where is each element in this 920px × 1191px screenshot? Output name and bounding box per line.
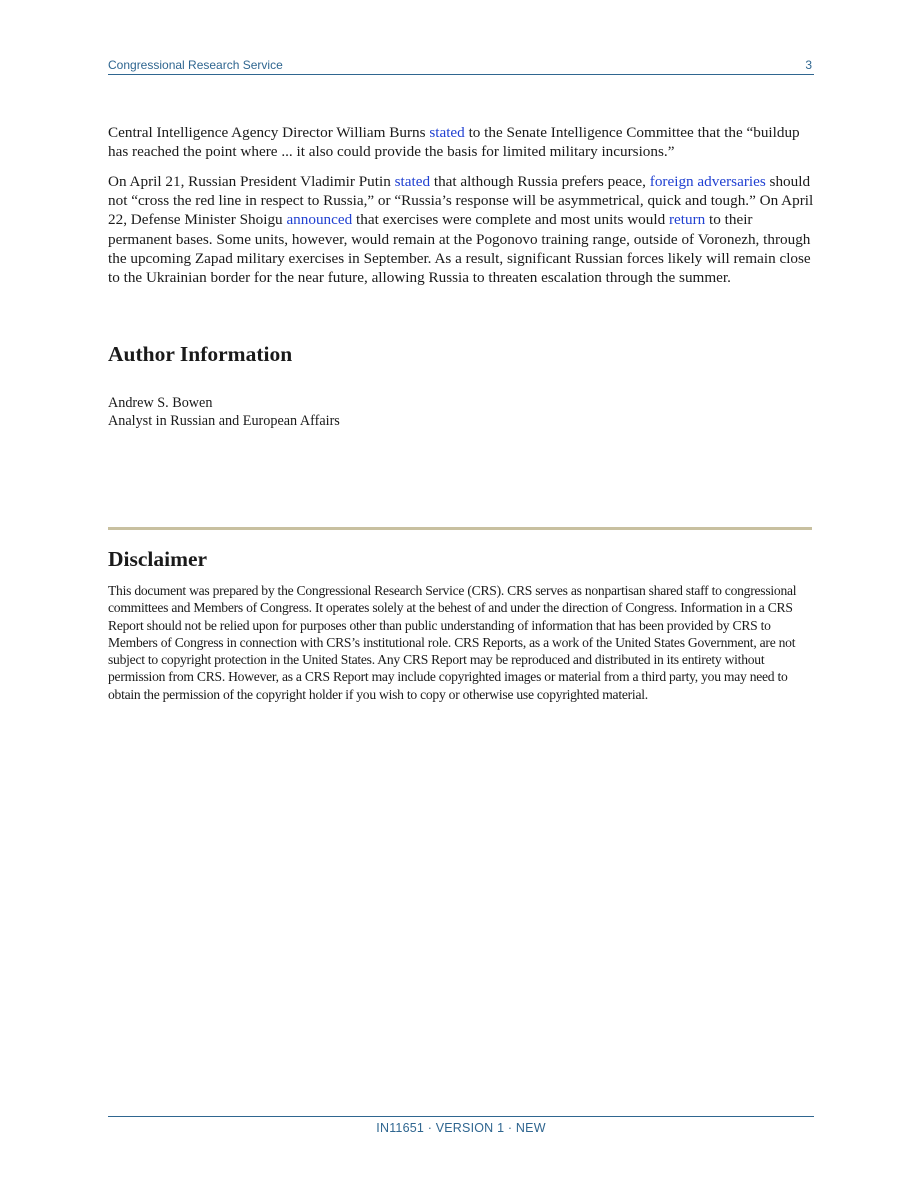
header-page-number: 3: [805, 58, 812, 72]
text-run: to the Senate Intelligence Committee that the “buildup has reached the point where ... it also could provide the basis for limited military incursions.”: [108, 124, 800, 161]
disclaimer-text: This document was prepared by the Congressional Research Service (CRS). CRS serves as nonpartisan shared staff to congressional committees and Members of Congress. It operates solely at the behest of and under the direction of Congress. Information in a CRS Report should not be relied upon for purposes other than public understanding of information that has been provided by CRS to Members of Congress in connection with CRS’s institutional role. CRS Reports, as a work of the United States Government, are not subject to copyright protection in the United States. Any CRS Report may be reproduced and distributed in its entirety without permission from CRS. However, as a CRS Report may include copyrighted images or material from a third party, you may need to obtain the permission of the copyright holder if you wish to copy or otherwise use copyrighted material.: [108, 583, 797, 702]
link-announced[interactable]: announced: [286, 211, 353, 229]
header-organization: Congressional Research Service: [108, 58, 283, 72]
page-header: [108, 57, 814, 75]
footer-divider: [108, 1116, 814, 1117]
link-stated-putin[interactable]: stated: [394, 173, 431, 190]
link-stated-burns[interactable]: stated: [429, 124, 465, 141]
link-return[interactable]: return: [668, 211, 706, 229]
text-run: Central Intelligence Agency Director William Burns: [108, 124, 430, 141]
text-run: that exercises were complete and most units would: [352, 211, 669, 229]
body-paragraph-1: [108, 123, 816, 161]
author-name: Andrew S. Bowen: [108, 395, 213, 411]
author-title: Analyst in Russian and European Affairs: [108, 412, 340, 429]
section-divider: [108, 527, 812, 530]
author-information-heading: Author Information: [108, 342, 293, 366]
body-paragraph-2: [108, 172, 816, 287]
text-run: On April 21, Russian President Vladimir Putin: [108, 173, 395, 190]
footer-document-code: IN11651 · VERSION 1 · NEW: [376, 1121, 546, 1135]
author-block: [108, 395, 340, 430]
text-run: to their permanent bases. Some units, however, would remain at the Pogonovo training range, outside of Voronezh, through the upcoming Zapad military exercises in September. As a result, significant Russian forces likely will remain close to the Ukrainian border for the near future, allowing Russia to threaten escalation through the summer.: [108, 211, 811, 287]
disclaimer-heading: Disclaimer: [108, 547, 208, 571]
link-foreign-adversaries[interactable]: foreign adversaries: [649, 173, 766, 190]
text-run: should not “cross the red line in respect to Russia,” or “Russia’s response will be asymmetrical, quick and tough.” On April 22, Defense Minister Shoigu: [108, 173, 814, 229]
text-run: that although Russia prefers peace,: [430, 173, 650, 190]
